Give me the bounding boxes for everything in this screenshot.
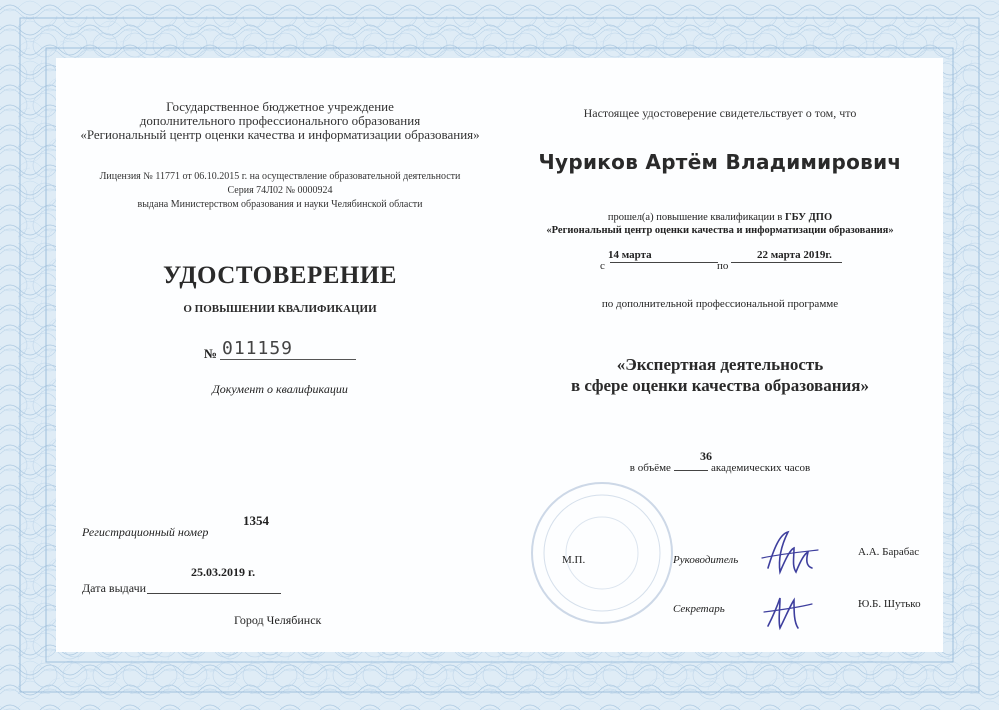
program-label: по дополнительной профессиональной программе <box>601 298 839 310</box>
program-line: «Экспертная деятельность <box>616 355 824 374</box>
license-info <box>80 170 480 212</box>
secretary-label: Секретарь <box>673 603 725 615</box>
license-line: Лицензия № 11771 от 06.10.2015 г. на осуществление образовательной деятельности <box>99 171 461 182</box>
director-signature <box>760 528 820 580</box>
secretary-signature <box>762 590 814 634</box>
hours-suffix: академических часов <box>710 462 811 474</box>
holder-name: Чуриков Артём Владимирович <box>538 150 902 174</box>
program-line: в сфере оценки качества образования» <box>570 376 870 395</box>
period-to: 22 марта 2019г. <box>757 249 832 261</box>
training-period <box>600 248 860 274</box>
license-line: Серия 74Л02 № 0000924 <box>227 185 333 196</box>
director-label: Руководитель <box>673 554 739 566</box>
issue-date-label: Дата выдачи <box>82 581 147 595</box>
registration-label: Регистрационный номер <box>82 525 209 539</box>
director-name: А.А. Барабас <box>858 546 920 558</box>
intro-text: Настоящее удостоверение свидетельствует о том, что <box>583 106 857 120</box>
training-org-full: «Региональный центр оценки качества и информатизации образования» <box>546 225 894 236</box>
organization-name <box>80 100 480 142</box>
certificate-subtitle: О ПОВЫШЕНИИ КВАЛИФИКАЦИИ <box>183 303 377 315</box>
certificate-title: УДОСТОВЕРЕНИЕ <box>163 262 397 289</box>
secretary-name: Ю.Б. Шутько <box>858 598 921 610</box>
training-prefix: прошел(а) повышение квалификации в <box>607 212 783 223</box>
city: Город Челябинск <box>234 613 322 627</box>
period-from-prefix: с <box>600 260 605 272</box>
training-org-short: ГБУ ДПО <box>785 212 833 223</box>
program-title <box>520 354 920 396</box>
stamp-seal <box>527 478 677 628</box>
number-label: № <box>204 346 218 361</box>
period-from: 14 марта <box>608 249 652 261</box>
hours-statement <box>520 462 920 474</box>
period-to-line <box>731 262 842 263</box>
period-to-prefix: по <box>717 260 729 272</box>
issue-date: 25.03.2019 г. <box>191 565 256 579</box>
organization-line: дополнительного профессионального образования <box>139 113 421 128</box>
registration-number: 1354 <box>243 513 269 528</box>
stamp-label: М.П. <box>562 554 586 566</box>
certificate-number: 011159 <box>220 338 356 360</box>
hours-prefix: в объёме <box>629 462 671 474</box>
hours-blank-line <box>674 470 708 471</box>
issue-date-line <box>147 593 281 594</box>
organization-line: «Региональный центр оценки качества и информатизации образования» <box>80 127 480 142</box>
period-from-line <box>610 262 718 263</box>
organization-line: Государственное бюджетное учреждение <box>166 99 394 114</box>
license-line: выдана Министерством образования и науки Челябинской области <box>137 199 423 210</box>
document-type: Документ о квалификации <box>212 382 348 396</box>
hours-value: 36 <box>700 449 712 463</box>
training-statement <box>520 211 920 237</box>
